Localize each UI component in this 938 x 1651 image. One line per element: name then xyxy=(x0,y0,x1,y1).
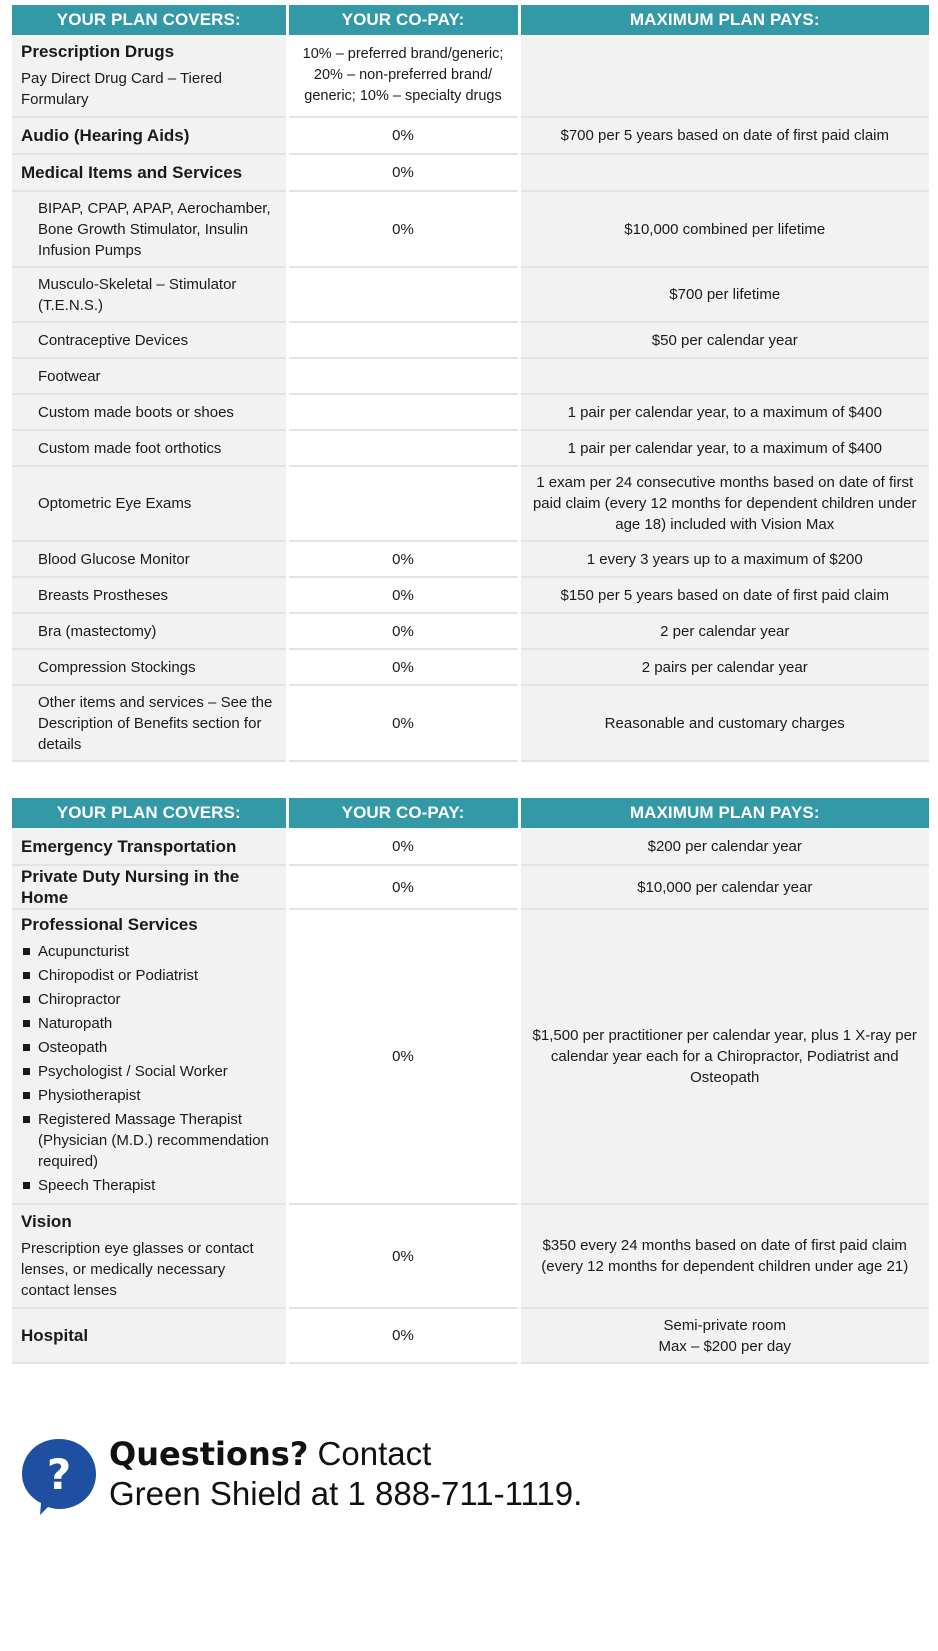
list-item: Acupuncturist xyxy=(21,941,278,962)
copay-cell: 0% xyxy=(287,828,519,865)
row-label: BIPAP, CPAP, APAP, Aerochamber, Bone Growth Stimulator, Insulin Infusion Pumps xyxy=(38,199,271,259)
copay-cell: 0% xyxy=(287,191,519,267)
row-title: Professional Services xyxy=(21,915,198,934)
row-label: Blood Glucose Monitor xyxy=(38,550,190,568)
coverage-cell xyxy=(12,1204,287,1308)
questions-heading: Questions? xyxy=(109,1435,309,1473)
professional-services-list xyxy=(21,941,278,1196)
bullet-icon xyxy=(23,1092,30,1099)
coverage-cell xyxy=(12,649,287,685)
contact-label: Contact xyxy=(308,1435,432,1472)
coverage-cell xyxy=(12,909,287,1204)
list-item: Osteopath xyxy=(21,1037,278,1058)
max-cell: 1 pair per calendar year, to a maximum of $400 xyxy=(519,430,929,466)
max-cell: $350 every 24 months based on date of first paid claim (every 12 months for dependent children under age 21) xyxy=(519,1204,929,1308)
coverage-cell xyxy=(12,322,287,358)
bullet-icon xyxy=(23,972,30,979)
row-title: Private Duty Nursing in the Home xyxy=(21,867,240,907)
list-item: Naturopath xyxy=(21,1013,278,1034)
table-row xyxy=(12,358,929,394)
questions-text xyxy=(109,1434,582,1514)
bullet-icon xyxy=(23,1182,30,1189)
table-row xyxy=(12,267,929,322)
table-row xyxy=(12,541,929,577)
max-cell: 1 every 3 years up to a maximum of $200 xyxy=(519,541,929,577)
bullet-icon xyxy=(23,1068,30,1075)
copay-cell: 0% xyxy=(287,154,519,191)
table-row xyxy=(12,909,929,1204)
coverage-cell xyxy=(12,865,287,909)
table-row xyxy=(12,649,929,685)
copay-cell: 0% xyxy=(287,1204,519,1308)
max-cell: 1 exam per 24 consecutive months based on date of first paid claim (every 12 months for dependent children under age 18) included with Vision Max xyxy=(519,466,929,541)
coverage-cell xyxy=(12,685,287,761)
max-cell: 2 per calendar year xyxy=(519,613,929,649)
row-label: Optometric Eye Exams xyxy=(38,495,192,512)
copay-cell: 0% xyxy=(287,909,519,1204)
list-item: Physiotherapist xyxy=(21,1085,278,1106)
table-row xyxy=(12,865,929,909)
question-bubble-icon xyxy=(20,1437,98,1515)
row-title: Audio (Hearing Aids) xyxy=(21,126,190,145)
bullet-icon xyxy=(23,948,30,955)
list-item: Psychologist / Social Worker xyxy=(21,1061,278,1082)
max-cell xyxy=(519,358,929,394)
row-label: Breasts Prostheses xyxy=(38,586,169,604)
row-description: Pay Direct Drug Card – Tiered Formulary xyxy=(21,70,222,108)
row-title: Hospital xyxy=(21,1326,89,1345)
max-cell xyxy=(519,154,929,191)
col-header-plan-covers: YOUR PLAN COVERS: xyxy=(12,5,287,35)
copay-cell xyxy=(287,430,519,466)
coverage-cell xyxy=(12,466,287,541)
copay-cell xyxy=(287,267,519,322)
copay-cell: 0% xyxy=(287,613,519,649)
col-header-max-pays: MAXIMUM PLAN PAYS: xyxy=(519,798,929,828)
max-cell: $200 per calendar year xyxy=(519,828,929,865)
copay-cell: 0% xyxy=(287,685,519,761)
coverage-cell xyxy=(12,117,287,154)
table-header-row xyxy=(12,798,929,828)
max-cell: $150 per 5 years based on date of first paid claim xyxy=(519,577,929,613)
table-row xyxy=(12,577,929,613)
col-header-plan-covers: YOUR PLAN COVERS: xyxy=(12,798,287,828)
table-row xyxy=(12,117,929,154)
table-row xyxy=(12,394,929,430)
row-description: Prescription eye glasses or contact lenses, or medically necessary contact lenses xyxy=(21,1240,254,1299)
coverage-cell xyxy=(12,267,287,322)
table-header-row xyxy=(12,5,929,35)
coverage-cell xyxy=(12,394,287,430)
table-row xyxy=(12,35,929,117)
coverage-cell xyxy=(12,358,287,394)
table-row xyxy=(12,1308,929,1363)
coverage-cell xyxy=(12,613,287,649)
row-title: Medical Items and Services xyxy=(21,163,243,182)
coverage-cell xyxy=(12,828,287,865)
row-label: Custom made foot orthotics xyxy=(38,439,222,457)
max-cell: 2 pairs per calendar year xyxy=(519,649,929,685)
table-row xyxy=(12,466,929,541)
copay-cell: 10% – preferred brand/generic; 20% – non-preferred brand/ generic; 10% – specialty drugs xyxy=(287,35,519,117)
copay-cell xyxy=(287,322,519,358)
coverage-cell xyxy=(12,430,287,466)
list-item: Chiropodist or Podiatrist xyxy=(21,965,278,986)
copay-cell: 0% xyxy=(287,865,519,909)
table-row xyxy=(12,191,929,267)
row-title: Prescription Drugs xyxy=(21,42,175,61)
row-label: Other items and services – See the Description of Benefits section for details xyxy=(38,693,273,753)
row-label: Contraceptive Devices xyxy=(38,331,189,349)
max-cell: 1 pair per calendar year, to a maximum of $400 xyxy=(519,394,929,430)
coverage-cell xyxy=(12,191,287,267)
row-label: Footwear xyxy=(38,367,101,385)
coverage-cell xyxy=(12,541,287,577)
max-cell: $1,500 per practitioner per calendar year, plus 1 X-ray per calendar year each for a Chiropractor, Podiatrist and Osteopath xyxy=(519,909,929,1204)
coverage-cell xyxy=(12,577,287,613)
coverage-table-2 xyxy=(12,798,929,1364)
max-cell: $700 per 5 years based on date of first paid claim xyxy=(519,117,929,154)
row-title: Vision xyxy=(21,1212,72,1231)
copay-cell: 0% xyxy=(287,117,519,154)
row-label: Bra (mastectomy) xyxy=(38,622,157,640)
max-line: Max – $200 per day xyxy=(658,1337,792,1355)
max-cell: $10,000 combined per lifetime xyxy=(519,191,929,267)
bullet-icon xyxy=(23,1044,30,1051)
row-label: Musculo-Skeletal – Stimulator (T.E.N.S.) xyxy=(38,275,237,314)
row-label: Compression Stockings xyxy=(38,658,196,676)
col-header-co-pay: YOUR CO-PAY: xyxy=(287,798,519,828)
max-cell: $10,000 per calendar year xyxy=(519,865,929,909)
max-cell: Reasonable and customary charges xyxy=(519,685,929,761)
table-row xyxy=(12,154,929,191)
col-header-max-pays: MAXIMUM PLAN PAYS: xyxy=(519,5,929,35)
contact-phone-line: Green Shield at 1 888-711-1119. xyxy=(109,1475,583,1512)
svg-text:?: ? xyxy=(46,1450,72,1499)
max-cell: $50 per calendar year xyxy=(519,322,929,358)
table-row xyxy=(12,1204,929,1308)
bullet-icon xyxy=(23,1020,30,1027)
bullet-icon xyxy=(23,1116,30,1123)
table-row xyxy=(12,828,929,865)
row-label: Custom made boots or shoes xyxy=(38,403,234,421)
max-cell xyxy=(519,1308,929,1363)
list-item: Chiropractor xyxy=(21,989,278,1010)
coverage-cell xyxy=(12,35,287,117)
coverage-table-1 xyxy=(12,5,929,762)
copay-cell: 0% xyxy=(287,1308,519,1363)
table-row xyxy=(12,613,929,649)
copay-cell: 0% xyxy=(287,577,519,613)
coverage-cell xyxy=(12,154,287,191)
list-item: Speech Therapist xyxy=(21,1175,278,1196)
max-cell xyxy=(519,35,929,117)
col-header-co-pay: YOUR CO-PAY: xyxy=(287,5,519,35)
copay-cell: 0% xyxy=(287,541,519,577)
copay-cell: 0% xyxy=(287,649,519,685)
questions-contact-footer xyxy=(20,1437,920,1527)
copay-cell xyxy=(287,466,519,541)
copay-cell xyxy=(287,358,519,394)
table-row xyxy=(12,685,929,761)
list-item: Registered Massage Therapist (Physician (M.D.) recommendation required) xyxy=(21,1109,278,1172)
coverage-cell xyxy=(12,1308,287,1363)
max-line: Semi-private room xyxy=(663,1316,787,1334)
bullet-icon xyxy=(23,996,30,1003)
table-row xyxy=(12,322,929,358)
copay-cell xyxy=(287,394,519,430)
row-title: Emergency Transportation xyxy=(21,836,237,856)
table-row xyxy=(12,430,929,466)
max-cell: $700 per lifetime xyxy=(519,267,929,322)
